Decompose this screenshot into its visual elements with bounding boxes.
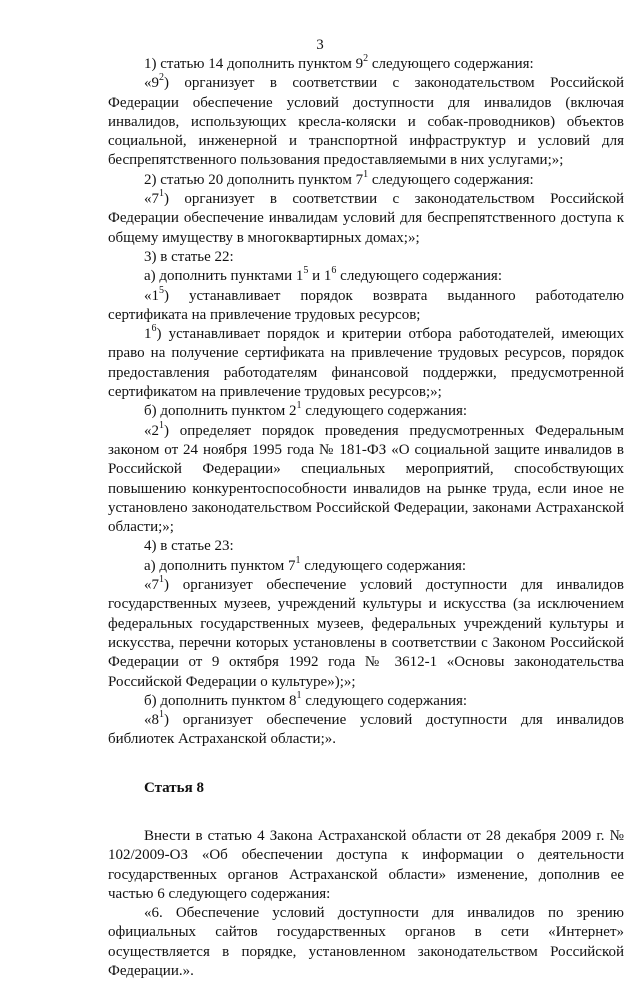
paragraph: 4) в статье 23: [144, 538, 234, 555]
paragraph: а) дополнить пунктом $7^1$ следующего содержания: [144, 554, 467, 574]
paragraph: «$1^5$) устанавливает порядок возврата выданного работодателю сертификата на привлечение трудовых ресурсов; [108, 284, 624, 323]
paragraph: 2) статью 20 дополнить пунктом $7^1$ следующего содержания: [144, 168, 534, 188]
paragraph: а) дополнить пунктами $1^5$ и $1^6$ следующего содержания: [144, 265, 502, 285]
spacer [108, 750, 624, 779]
paragraph: б) дополнить пунктом $2^1$ следующего содержания: [144, 400, 468, 420]
article-heading: Статья 8 [144, 779, 204, 796]
paragraph: 1) статью 14 дополнить пунктом $9^2$ следующего содержания: [144, 53, 534, 72]
document-body [108, 55, 624, 981]
paragraph: «$7^1$) организует обеспечение условий доступности для инвалидов государственных музеев, учреждений культуры и искусства (за исключением федеральных государственных музеев, федеральных учреждений культуры и искусства, перечни которых установлены в соответствии с Законом Российской Федерации от 9 октября 1992 года № 3612-1 «Основы законодательства Российской Федерации о культуре»);»; [108, 574, 624, 690]
paragraph: Внести в статью 4 Закона Астраханской области от 28 декабря 2009 г. № 102/2009-ОЗ «Об обеспечении доступа к информации о деятельности государственных органов Астраханской области» изменение, дополнив ее частью 6 следующего содержания: [108, 827, 624, 902]
paragraph: 3) в статье 22: [144, 248, 234, 265]
paragraph: «$7^1$) организует в соответствии с законодательством Российской Федерации обеспечение инвалидам условий для беспрепятственного доступа к общему имуществу в многоквартирных домах;»; [108, 188, 624, 246]
page-number: 3 [316, 37, 324, 53]
paragraph: «$2^1$) определяет порядок проведения предусмотренных Федеральным законом от 24 ноября 1995 года № 181-ФЗ «О социальной защите инвалидов в Российской Федерации» специальных мероприятий, способствующих повышению конкурентоспособности инвалидов на рынке труда, если иное не установлено законодательством Российской Федерации, законами Астраханской области;»; [108, 419, 624, 536]
paragraph: $1^6$) устанавливает порядок и критерии отбора работодателей, имеющих право на получение сертификата на привлечение трудовых ресурсов, порядок предоставления работодателям финансовой поддержки, предусмотренной сертификатом на привлечение трудовых ресурсов;»; [108, 323, 624, 401]
paragraph: «6. Обеспечение условий доступности для инвалидов по зрению официальных сайтов государственных органов в сети «Интернет» осуществляется в порядке, установленном законодательством Российской Федерации.». [108, 905, 624, 980]
spacer [108, 798, 624, 827]
paragraph: «$9^2$) организует в соответствии с законодательством Российской Федерации обеспечение условий доступности для инвалидов (включая инвалидов, использующих кресла-коляски и собак-проводников) объектов социальной, инженерной и транспортной инфраструктур и условий для беспрепятственного пользования предоставляемыми в них услугами;»; [108, 72, 624, 169]
paragraph: б) дополнить пунктом $8^1$ следующего содержания: [144, 689, 468, 709]
paragraph: «$8^1$) организует обеспечение условий доступности для инвалидов библиотек Астраханской области;». [108, 709, 624, 748]
